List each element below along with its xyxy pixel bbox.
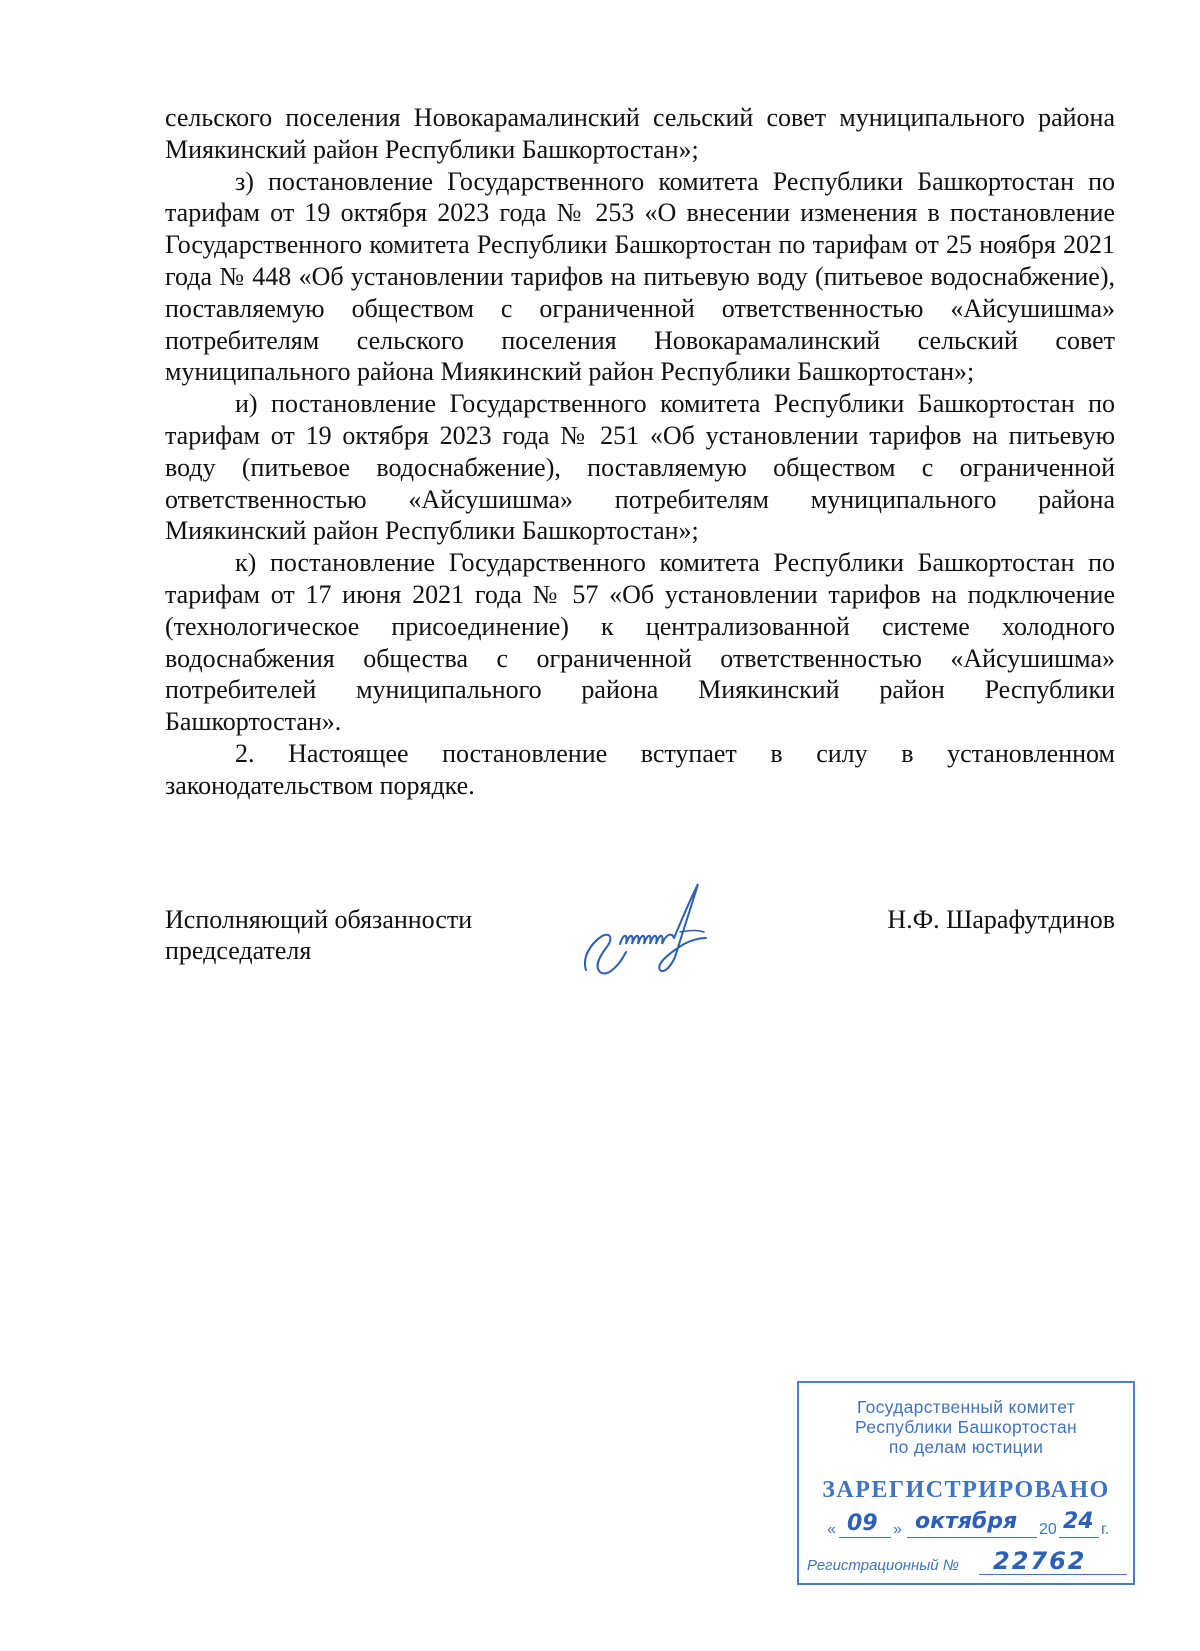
stamp-day-line xyxy=(839,1537,891,1538)
signatory-position xyxy=(165,904,472,966)
signature-block xyxy=(165,904,1115,1024)
stamp-reg-number-handwritten: 22762 xyxy=(993,1547,1087,1575)
stamp-organization xyxy=(799,1397,1133,1457)
paragraph-item-z: з) постановление Государственного комитета Республики Башкортостан по тарифам от 19 октября 2023 года № 253 «О внесении изменения в постановление Государственного комитета Республики Башкортостан по тарифам от 25 ноября 2021 года № 448 «Об установлении тарифов на питьевую воду (питьевое водоснабжение), поставляемую обществом с ограниченной ответственностью «Айсушишма» потребителям сельского поселения Новокарамалинский сельский совет муниципального района Миякинский район Республики Башкортостан»; xyxy=(165,166,1115,387)
signatory-position-line1: Исполняющий обязанности xyxy=(165,905,473,934)
stamp-quote-open: « xyxy=(827,1521,836,1538)
stamp-org-line3: по делам юстиции xyxy=(888,1437,1044,1457)
stamp-date-row xyxy=(827,1511,1117,1541)
signatory-position-line2: председателя xyxy=(165,936,312,965)
stamp-org-line1: Государственный комитет xyxy=(856,1397,1076,1417)
paragraph-item-i: и) постановление Государственного комитета Республики Башкортостан по тарифам от 19 октября 2023 года № 251 «Об установлении тарифов на питьевую воду (питьевое водоснабжение), поставляемую обществом с ограниченной ответственностью «Айсушишма» потребителям муниципального района Миякинский район Республики Башкортостан»; xyxy=(165,389,1115,546)
paragraph-continuation: сельского поселения Новокарамалинский сельский совет муниципального района Миякинский район Республики Башкортостан»; xyxy=(165,103,1115,164)
stamp-day-handwritten: 09 xyxy=(847,1511,878,1536)
stamp-year-handwritten: 24 xyxy=(1063,1509,1094,1534)
stamp-registration-number-row xyxy=(803,1547,1133,1579)
registration-stamp xyxy=(797,1381,1135,1585)
stamp-org-line2: Республики Башкортостан xyxy=(855,1417,1077,1437)
stamp-reg-label: Регистрационный № xyxy=(807,1557,959,1574)
stamp-month-handwritten: октября xyxy=(915,1509,1018,1534)
document-body xyxy=(165,102,1115,802)
stamp-year-line xyxy=(1059,1537,1099,1538)
paragraph-effective-date: 2. Настоящее постановление вступает в силу в установленном законодательством порядке. xyxy=(165,738,1115,800)
stamp-year-prefix: 20 xyxy=(1039,1521,1057,1538)
stamp-month-line xyxy=(907,1537,1037,1538)
stamp-year-mark: г. xyxy=(1101,1521,1110,1538)
stamp-quote-close: » xyxy=(893,1521,902,1538)
stamp-status: ЗАРЕГИСТРИРОВАНО xyxy=(822,1477,1110,1503)
handwritten-signature-image xyxy=(580,874,720,994)
paragraph-item-k: к) постановление Государственного комитета Республики Башкортостан по тарифам от 17 июня 2021 года № 57 «Об установлении тарифов на подключение (технологическое присоединение) к централизованной системе холодного водоснабжения общества с ограниченной ответственностью «Айсушишма» потребителей муниципального района Миякинский район Республики Башкортостан». xyxy=(165,548,1115,737)
signatory-name: Н.Ф. Шарафутдинов xyxy=(887,905,1115,934)
